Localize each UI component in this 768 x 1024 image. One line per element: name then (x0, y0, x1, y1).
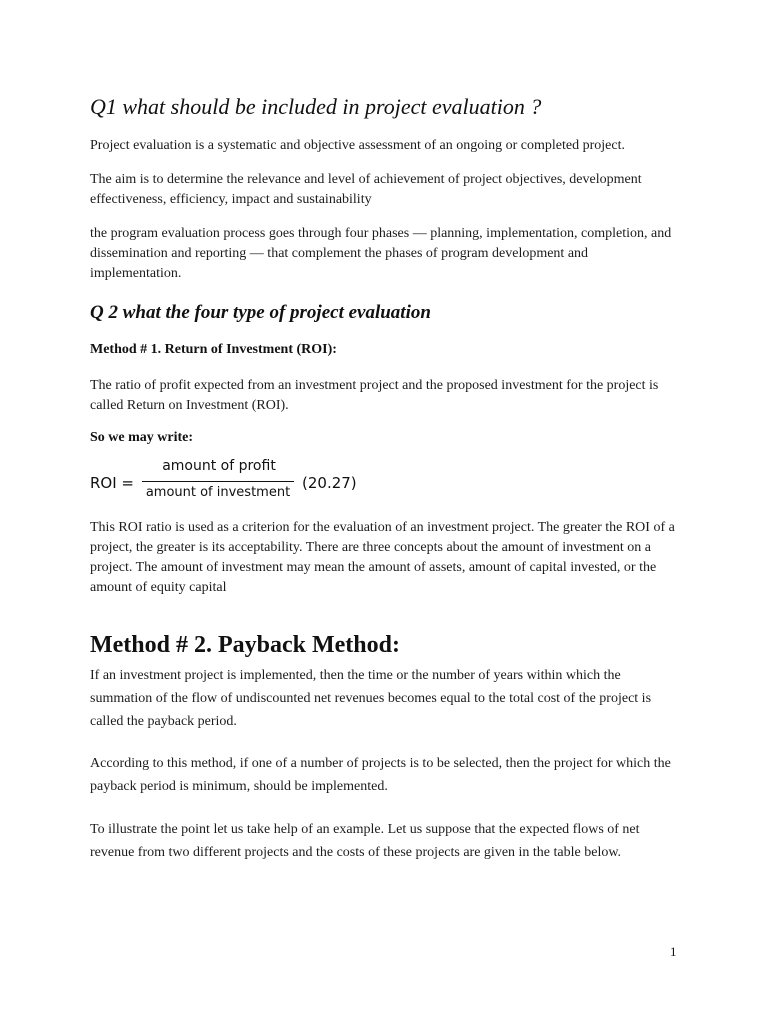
q1-paragraph-definition: Project evaluation is a systematic and objective assessment of an ongoing or completed project. (90, 138, 625, 153)
q1-heading: Q1 what should be included in project evaluation ? (90, 94, 542, 119)
method2-title: Method # 2. Payback Method: (90, 632, 400, 658)
method1-paragraph-definition: The ratio of profit expected from an investment project and the proposed investment for the project is called Return on Investment (ROI). (90, 378, 659, 413)
formula-fraction-bar (142, 481, 294, 482)
formula-numerator: amount of profit (162, 458, 276, 474)
formula-lhs: ROI = (90, 474, 134, 492)
formula-denominator: amount of investment (145, 485, 291, 500)
method1-paragraph-criterion: This ROI ratio is used as a criterion for the evaluation of an investment project. The greater the ROI of a project, the greater is its acceptability. There are three concepts about the amount of investment on a project. The amount of investment may mean the amount of assets, amount of capital invested, or the amount of equity capital (90, 520, 675, 595)
page-number: 1 (670, 944, 677, 959)
q1-paragraph-aim: The aim is to determine the relevance and level of achievement of project objectives, development effectiveness, efficiency, impact and sustainability (90, 172, 642, 207)
q1-paragraph-process: the program evaluation process goes through four phases — planning, implementation, completion, and dissemination and reporting — that complement the phases of program development and implementation. (90, 226, 672, 281)
formula-equation-number: (20.27) (302, 474, 357, 492)
method2-paragraph-selection: According to this method, if one of a number of projects is to be selected, then the project for which the payback period is minimum, should be implemented. (90, 756, 671, 794)
method2-paragraph-example: To illustrate the point let us take help of an example. Let us suppose that the expected flows of net revenue from two different projects and the costs of these projects are given in the table below. (90, 822, 640, 860)
so-we-may-write-label: So we may write: (90, 430, 194, 445)
roi-formula (90, 454, 390, 506)
method2-paragraph-definition: If an investment project is implemented, then the time or the number of years within which the summation of the flow of undiscounted net revenues becomes equal to the total cost of the project is called the payback period. (90, 668, 652, 729)
q2-heading: Q 2 what the four type of project evaluation (90, 302, 431, 323)
method1-title: Method # 1. Return of Investment (ROI): (90, 342, 337, 357)
